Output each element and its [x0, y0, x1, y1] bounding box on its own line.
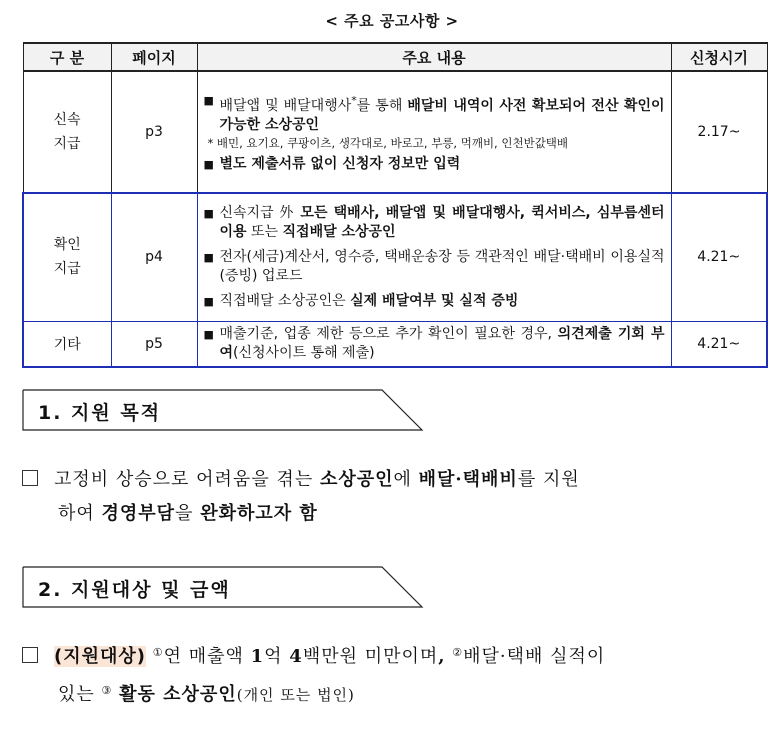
- section-1-title: 1. 지원 목적: [38, 402, 162, 424]
- square-bullet-icon: ■: [203, 327, 214, 341]
- header-date: 신청시기: [671, 43, 767, 71]
- row-page: p4: [111, 193, 197, 321]
- section-1-heading: [22, 389, 424, 431]
- list-item: ■ 전자(세금)계산서, 영수증, 택배운송장 등 객관적인 배달·택배비 이용실적(증빙) 업로드: [203, 248, 665, 284]
- row-date: 4.21~: [671, 321, 767, 367]
- target-tag: (지원대상): [54, 646, 147, 667]
- row-content: [197, 71, 671, 193]
- notice-table: [22, 42, 768, 368]
- header-category: 구 분: [23, 43, 111, 71]
- section-2-paragraph: (지원대상) ①연 매출액 1억 4백만원 미만이며, ②배달·택배 실적이 있는 ③ 활동 소상공인(개인 또는 법인): [22, 636, 746, 712]
- table-row: [23, 193, 767, 321]
- list-item: ■ 매출기준, 업종 제한 등으로 추가 확인이 필요한 경우, 의견제출 기회 부여(신청사이트 통해 제출): [203, 325, 665, 361]
- checkbox-square-icon: [22, 470, 38, 486]
- list-item: ■ 배달앱 및 배달대행사*를 통해 배달비 내역이 사전 확보되어 전산 확인이 가능한 소상공인: [204, 91, 665, 135]
- section-2-heading: [22, 566, 424, 608]
- square-bullet-icon: ■: [203, 93, 214, 107]
- square-bullet-icon: ■: [203, 294, 214, 308]
- square-bullet-icon: ■: [203, 250, 214, 264]
- table-header-row: [23, 43, 767, 71]
- square-bullet-icon: ■: [203, 157, 214, 171]
- row-date: 2.17~: [671, 71, 767, 193]
- row-content: [197, 193, 671, 321]
- section-2-title: 2. 지원대상 및 금액: [38, 579, 231, 601]
- notice-title: < 주요 공고사항 >: [325, 12, 459, 30]
- row-page: p5: [111, 321, 197, 367]
- list-item: ■ 직접배달 소상공인은 실제 배달여부 및 실적 증빙: [203, 292, 519, 309]
- row-date: 4.21~: [671, 193, 767, 321]
- footnote: * 배민, 요기요, 쿠팡이츠, 생각대로, 바로고, 부릉, 먹깨비, 인천반값택배: [207, 135, 569, 150]
- header-content: 주요 내용: [197, 43, 671, 71]
- section-1-paragraph: 고정비 상승으로 어려움을 겪는 소상공인에 배달·택배비를 지원 하여 경영부담을 완화하고자 함: [22, 463, 746, 531]
- row-page: p3: [111, 71, 197, 193]
- row-category: 확인 지급: [23, 193, 111, 321]
- table-row: [23, 71, 767, 193]
- list-item: ■ 신속지급 外 모든 택배사, 배달앱 및 배달대행사, 퀵서비스, 심부름센터 이용 또는 직접배달 소상공인: [203, 204, 665, 240]
- square-bullet-icon: ■: [203, 206, 214, 220]
- checkbox-square-icon: [22, 647, 38, 663]
- header-page: 페이지: [111, 43, 197, 71]
- row-content: [197, 321, 671, 367]
- row-category: 신속 지급: [23, 71, 111, 193]
- table-row: [23, 321, 767, 367]
- list-item: ■ 별도 제출서류 없이 신청자 정보만 입력: [203, 155, 461, 172]
- row-category: 기타: [23, 321, 111, 367]
